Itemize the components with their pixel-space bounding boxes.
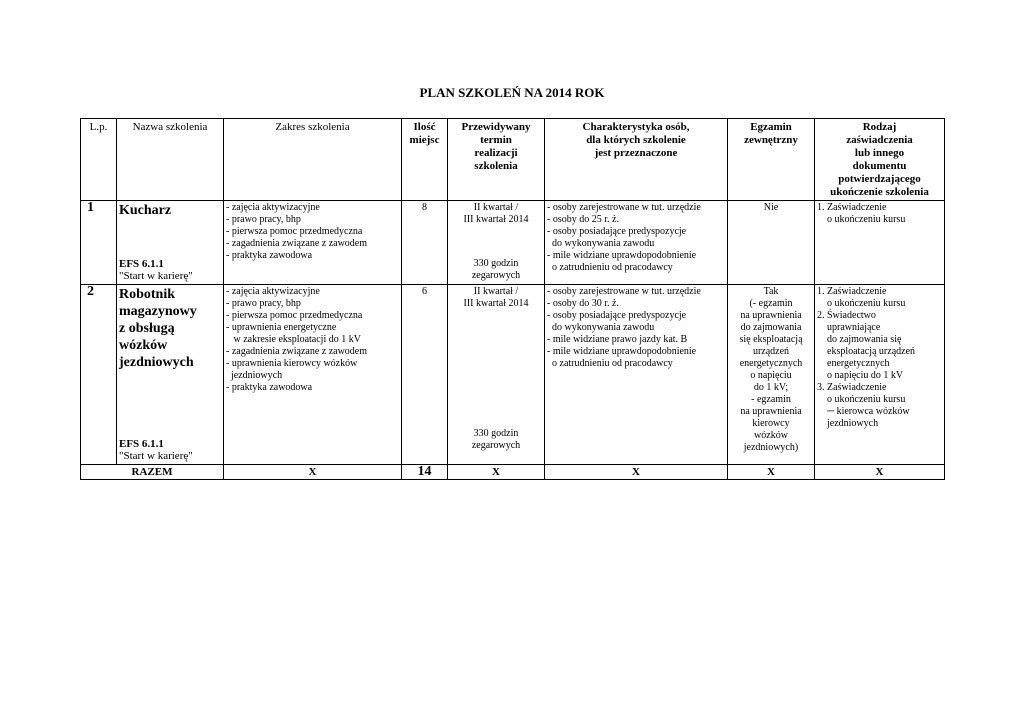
efs-code: EFS 6.1.1 bbox=[119, 258, 164, 270]
target-persons: - osoby zarejestrowane w tut. urzędzie - osoby do 30 r. ż. - osoby posiadające predyspozycje do wykonywania zawodu - mile widziane prawo jazdy kat. B - mile widziane uprawdopodobnienie o zatrudnieniu od pracodawcy bbox=[545, 285, 728, 465]
target-persons: - osoby zarejestrowane w tut. urzędzie - osoby do 25 r. ż. - osoby posiadające predyspozycje do wykonywania zawodu - mile widziane uprawdopodobnienie o zatrudnieniu od pracodawcy bbox=[545, 201, 728, 285]
certificate-type: 1. Zaświadczenie o ukończeniu kursu 2. Świadectwo uprawniające do zajmowania się eksploatacją urządzeń energetycznych o napięciu do 1 kV 3. Zaświadczenie o ukończeniu kursu ─ kierowca wózków jezdniowych bbox=[815, 285, 945, 465]
certificate-type: 1. Zaświadczenie o ukończeniu kursu bbox=[815, 201, 945, 285]
header-zakres: Zakres szkolenia bbox=[224, 119, 402, 201]
external-exam: Tak (- egzamin na uprawnienia do zajmowania się eksploatacją urządzeń energetycznych o napięciu do 1 kV; - egzamin na uprawnienia kierowcy wózków jezdniowych) bbox=[728, 285, 815, 465]
header-lp: L.p. bbox=[81, 119, 117, 201]
training-hours: 330 godzin zegarowych bbox=[471, 258, 521, 281]
total-label: RAZEM bbox=[81, 465, 224, 480]
training-scope: - zajęcia aktywizacyjne - prawo pracy, bhp - pierwsza pomoc przedmedyczna - zagadnienia związane z zawodem - praktyka zawodowa bbox=[224, 201, 402, 285]
total-termin: X bbox=[448, 465, 545, 480]
header-termin: Przewidywany termin realizacji szkolenia bbox=[448, 119, 545, 201]
training-name-cell bbox=[117, 201, 224, 285]
total-rodzaj: X bbox=[815, 465, 945, 480]
seats-count: 8 bbox=[402, 201, 448, 285]
header-row bbox=[81, 119, 945, 201]
training-name: Kucharz bbox=[119, 203, 172, 218]
training-scope: - zajęcia aktywizacyjne - prawo pracy, bhp - pierwsza pomoc przedmedyczna - uprawnienia energetyczne w zakresie eksploatacji do 1 kV - zagadnienia związane z zawodem - uprawnienia kierowcy wózków jezdniowych - praktyka zawodowa bbox=[224, 285, 402, 465]
efs-code: EFS 6.1.1 bbox=[119, 438, 164, 450]
training-name: Robotnik magazynowy z obsługą wózków jezdniowych bbox=[119, 287, 197, 370]
table-row bbox=[81, 285, 945, 465]
total-zakres: X bbox=[224, 465, 402, 480]
training-term-cell bbox=[448, 285, 545, 465]
page-title: PLAN SZKOLEŃ NA 2014 ROK bbox=[419, 85, 605, 100]
header-charakterystyka: Charakterystyka osób, dla których szkolenie jest przeznaczone bbox=[545, 119, 728, 201]
header-ilosc: Ilość miejsc bbox=[402, 119, 448, 201]
seats-count: 6 bbox=[402, 285, 448, 465]
program-name: "Start w karierę" bbox=[119, 450, 193, 462]
program-name: "Start w karierę" bbox=[119, 270, 193, 282]
training-name-cell bbox=[117, 285, 224, 465]
header-rodzaj: Rodzaj zaświadczenia lub innego dokumentu potwierdzającego ukończenie szkolenia bbox=[815, 119, 945, 201]
table-row bbox=[81, 201, 945, 285]
total-seats: 14 bbox=[402, 465, 448, 480]
header-nazwa: Nazwa szkolenia bbox=[117, 119, 224, 201]
total-row bbox=[81, 465, 945, 480]
training-term-cell bbox=[448, 201, 545, 285]
header-egzamin: Egzamin zewnętrzny bbox=[728, 119, 815, 201]
training-term: II kwartał / III kwartał 2014 bbox=[463, 286, 529, 309]
row-number: 2 bbox=[81, 285, 117, 465]
row-number: 1 bbox=[81, 201, 117, 285]
training-term: II kwartał / III kwartał 2014 bbox=[463, 202, 529, 225]
training-hours: 330 godzin zegarowych bbox=[471, 428, 521, 451]
training-plan-table bbox=[80, 118, 945, 480]
external-exam: Nie bbox=[728, 201, 815, 285]
total-charakterystyka: X bbox=[545, 465, 728, 480]
total-egzamin: X bbox=[728, 465, 815, 480]
